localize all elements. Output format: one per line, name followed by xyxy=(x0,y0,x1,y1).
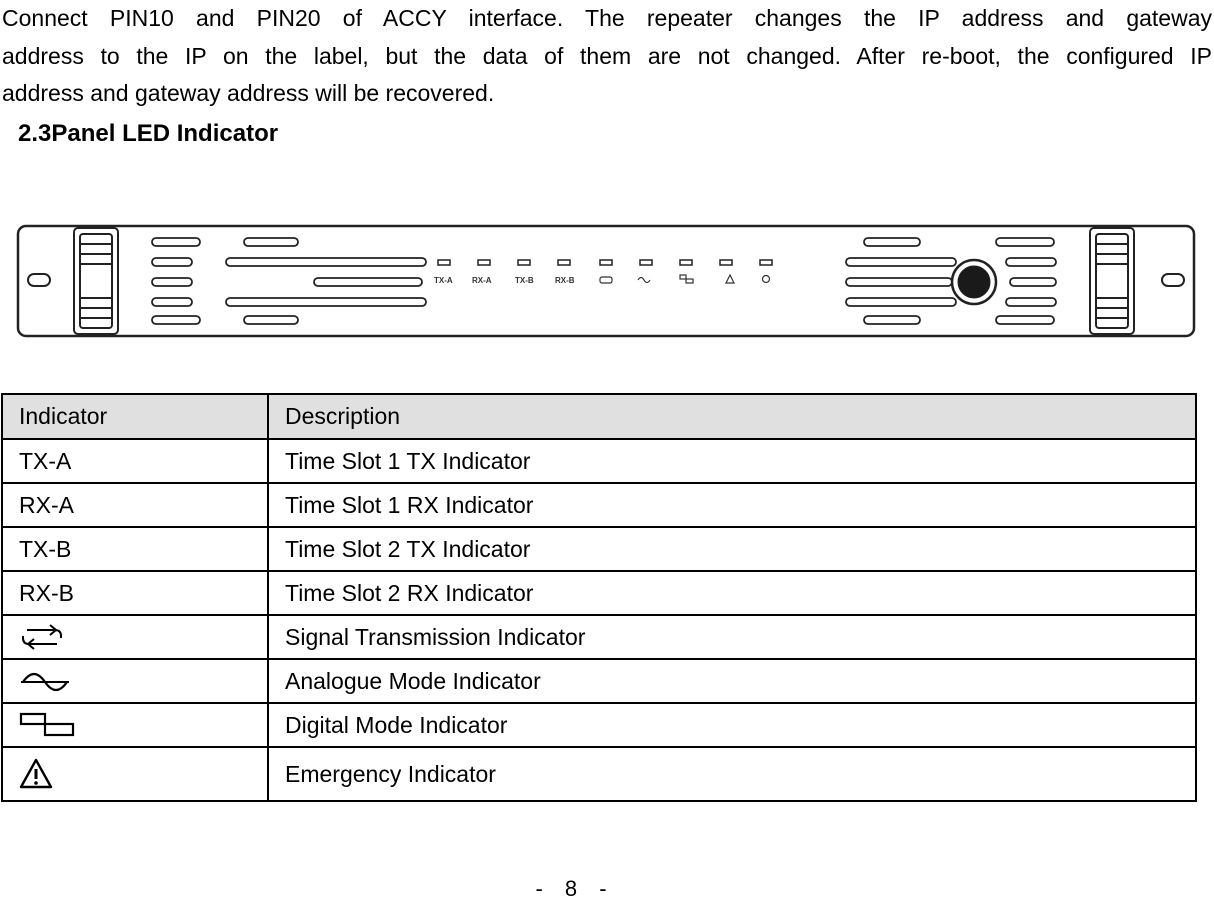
indicator-cell: RX-A xyxy=(2,483,268,527)
power-knob xyxy=(952,260,996,304)
led-indicator-table xyxy=(1,393,1197,802)
description-cell: Time Slot 2 TX Indicator xyxy=(268,527,1196,571)
description-cell: Digital Mode Indicator xyxy=(268,703,1196,747)
page-number: - 8 - xyxy=(535,876,615,901)
table-row xyxy=(2,703,1196,747)
indicator-cell xyxy=(2,659,268,703)
indicator-cell: TX-B xyxy=(2,527,268,571)
indicator-cell: RX-B xyxy=(2,571,268,615)
intro-line-3: address and gateway address will be recovered. xyxy=(2,80,495,106)
header-description: Description xyxy=(268,394,1196,439)
panel-label-tx-a: TX-A xyxy=(434,276,453,285)
description-cell: Time Slot 1 TX Indicator xyxy=(268,439,1196,483)
table-row xyxy=(2,527,1196,571)
description-cell: Time Slot 2 RX Indicator xyxy=(268,571,1196,615)
indicator-cell: TX-A xyxy=(2,439,268,483)
digital-mode-icon xyxy=(19,711,75,739)
indicator-cell xyxy=(2,615,268,659)
description-cell: Analogue Mode Indicator xyxy=(268,659,1196,703)
intro-paragraph xyxy=(2,0,1212,113)
description-cell: Time Slot 1 RX Indicator xyxy=(268,483,1196,527)
header-indicator: Indicator xyxy=(2,394,268,439)
indicator-cell xyxy=(2,703,268,747)
table-row xyxy=(2,747,1196,801)
led-windows xyxy=(438,260,772,265)
table-row xyxy=(2,439,1196,483)
analogue-mode-icon xyxy=(19,670,71,694)
table-row xyxy=(2,615,1196,659)
indicator-cell xyxy=(2,747,268,801)
table-row xyxy=(2,571,1196,615)
table-row xyxy=(2,483,1196,527)
panel-label-rx-a: RX-A xyxy=(472,276,492,285)
panel-label-tx-b: TX-B xyxy=(515,276,534,285)
emergency-warning-icon xyxy=(19,757,53,791)
description-cell: Signal Transmission Indicator xyxy=(268,615,1196,659)
table-header-row xyxy=(2,394,1196,439)
section-heading: 2.3Panel LED Indicator xyxy=(18,120,279,147)
intro-line-1: Connect PIN10 and PIN20 of ACCY interface. The repeater changes the IP address and gateway xyxy=(2,5,1212,31)
signal-transmission-icon xyxy=(19,622,65,652)
panel-label-rx-b: RX-B xyxy=(555,276,575,285)
intro-line-2: address to the IP on the label, but the data of them are not changed. After re-boot, the configured IP xyxy=(2,42,1212,69)
table-row xyxy=(2,659,1196,703)
front-panel-illustration xyxy=(16,222,1196,342)
description-cell: Emergency Indicator xyxy=(268,747,1196,801)
